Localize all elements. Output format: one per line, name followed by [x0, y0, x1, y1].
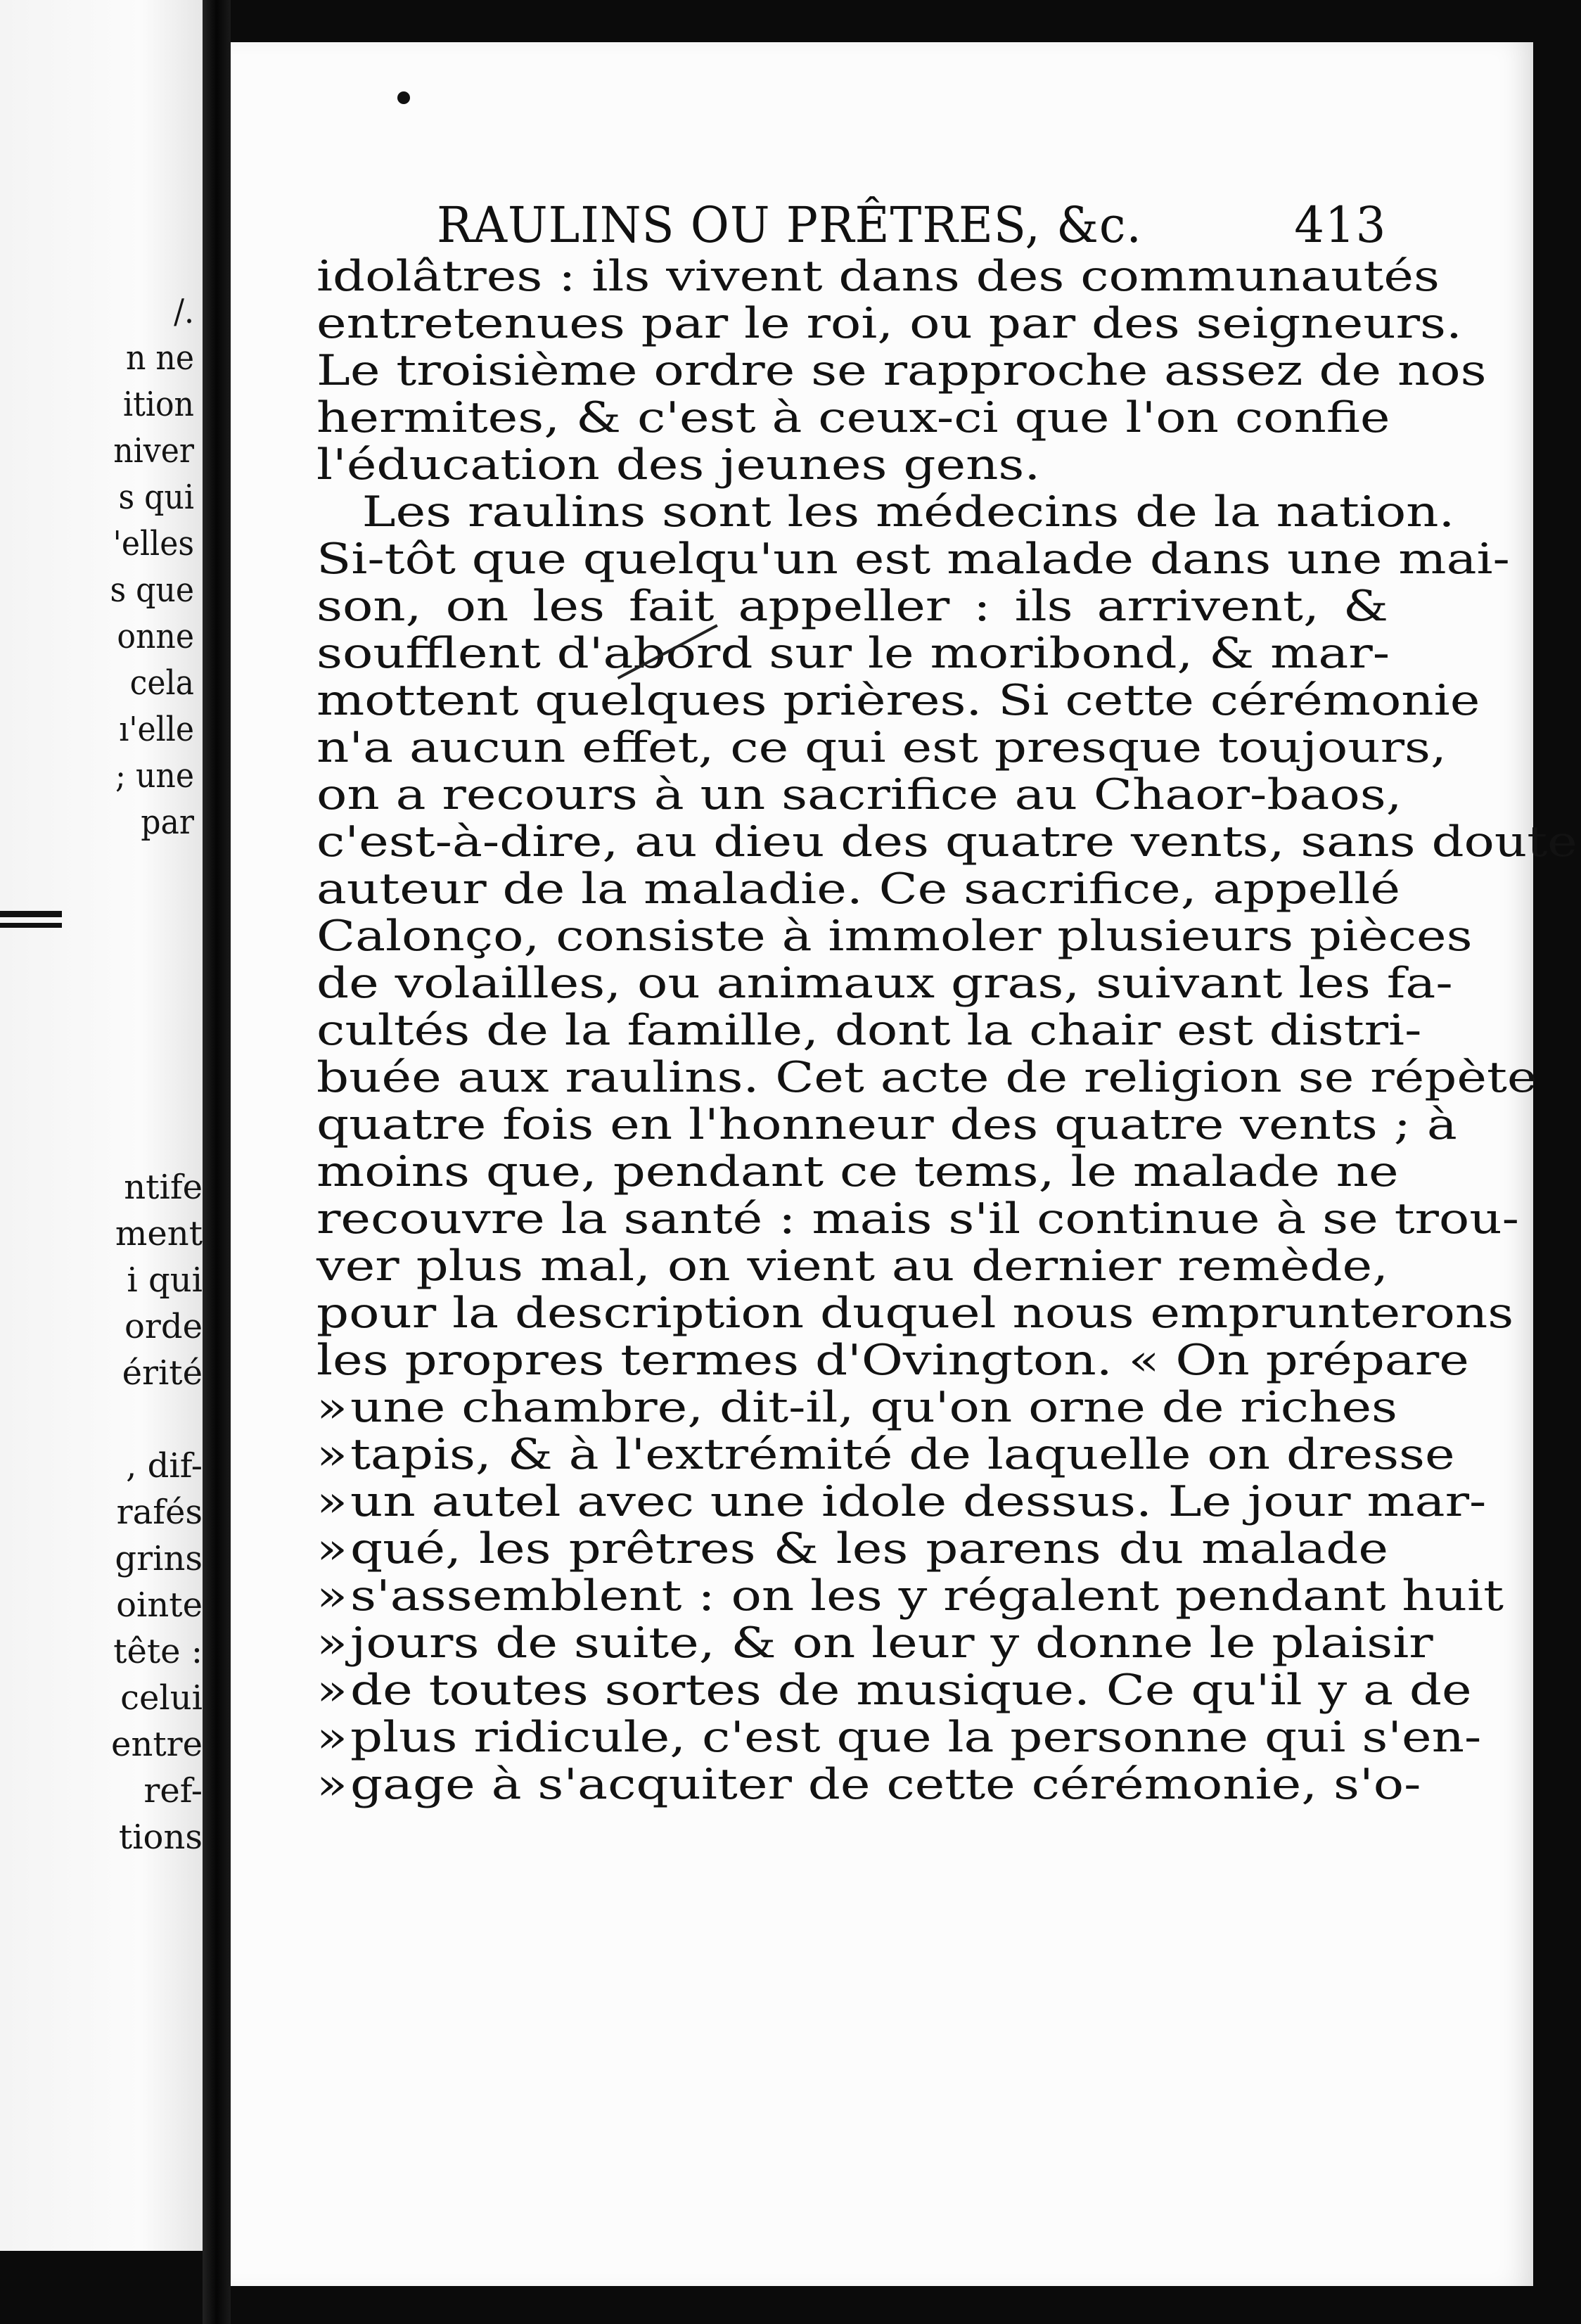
- text-line: [316, 1571, 1504, 1621]
- text-line-content: tapis, & à l'extrémité de laquelle on dresse: [350, 1430, 1455, 1479]
- text-line: idolâtres : ils vivent dans des communautés: [316, 252, 1440, 301]
- text-line: n'a aucun effet, ce qui est presque toujours,: [316, 723, 1447, 772]
- text-line: on a recours à un sacrifice au Chaor-baos,: [316, 770, 1402, 819]
- left-page-line: [0, 1396, 203, 1443]
- text-line: soufflent d'abord sur le moribond, & mar-: [316, 629, 1390, 678]
- left-page-line: ntife: [124, 1168, 203, 1207]
- text-line: [316, 1713, 1482, 1762]
- text-line-content: de toutes sortes de musique. Ce qu'il y a de: [350, 1666, 1472, 1715]
- text-line: entretenues par le roi, ou par des seigneurs.: [316, 299, 1462, 348]
- text-line: son, on les fait appeller : ils arrivent, &: [316, 582, 1388, 631]
- quote-mark: »: [316, 1383, 348, 1432]
- quote-mark: »: [316, 1430, 348, 1479]
- running-header: [437, 193, 1406, 257]
- text-line-content: une chambre, dit-il, qu'on orne de riches: [350, 1383, 1398, 1432]
- text-line: hermites, & c'est à ceux-ci que l'on confie: [316, 393, 1390, 442]
- left-page-line: n ne: [125, 338, 194, 378]
- left-page-line: /.: [174, 292, 194, 331]
- left-page-line: , dif-: [126, 1446, 203, 1486]
- left-page-line: ointe: [116, 1585, 203, 1625]
- text-line-content: s'assemblent : on les y régalent pendant huit: [350, 1571, 1504, 1621]
- quote-mark: »: [316, 1477, 348, 1526]
- left-page-line: ; une: [115, 756, 194, 796]
- text-line: cultés de la famille, dont la chair est distri-: [316, 1006, 1422, 1055]
- text-line-content: gage à s'acquiter de cette cérémonie, s'o-: [350, 1760, 1421, 1809]
- text-line: c'est-à-dire, au dieu des quatre vents, sans doute: [316, 817, 1577, 867]
- left-page-line: 'elles: [113, 524, 194, 563]
- text-line: auteur de la maladie. Ce sacrifice, appellé: [316, 864, 1400, 914]
- left-page-line: par: [141, 803, 194, 842]
- left-page-line: onne: [117, 617, 194, 656]
- body-text: [316, 252, 1577, 1809]
- text-line: recouvre la santé : mais s'il continue à se trou-: [316, 1194, 1519, 1244]
- text-line: pour la description duquel nous emprunterons: [316, 1289, 1514, 1338]
- left-page-line: orde: [124, 1307, 203, 1346]
- left-page-line: celui: [120, 1678, 203, 1718]
- left-page-line: s que: [110, 570, 194, 610]
- left-page-line: ı'elle: [119, 710, 194, 749]
- text-line: Calonço, consiste à immoler plusieurs pièces: [316, 912, 1473, 961]
- text-line: [316, 1760, 1421, 1809]
- quote-mark: »: [316, 1571, 348, 1621]
- quote-mark: »: [316, 1760, 348, 1809]
- left-facing-page: [0, 0, 203, 2251]
- left-page-line: tête :: [113, 1632, 203, 1671]
- text-line-content: un autel avec une idole dessus. Le jour mar-: [350, 1477, 1487, 1526]
- text-line: [316, 1618, 1433, 1668]
- text-line: Si-tôt que quelqu'un est malade dans une mai-: [316, 535, 1510, 584]
- text-line: buée aux raulins. Cet acte de religion se répète: [316, 1053, 1537, 1102]
- running-head-title: RAULINS OU PRÊTRES, &c.: [437, 196, 1142, 254]
- right-page: [231, 42, 1577, 2286]
- quote-mark: »: [316, 1618, 348, 1668]
- left-page-text-bottom: [0, 1164, 203, 1860]
- left-page-double-rule: [0, 911, 62, 928]
- left-page-line: niver: [113, 431, 194, 471]
- quote-mark: »: [316, 1713, 348, 1762]
- text-line: [316, 1526, 1388, 1573]
- quote-mark: »: [316, 1524, 348, 1573]
- text-line: mottent quelques prières. Si cette cérémonie: [316, 676, 1480, 725]
- text-line-content: plus ridicule, c'est que la personne qui s'en-: [350, 1713, 1482, 1762]
- text-line: Les raulins sont les médecins de la nation.: [361, 487, 1455, 537]
- text-line: [316, 1477, 1487, 1526]
- book-gutter: [203, 0, 231, 2324]
- left-page-line: cela: [129, 663, 194, 703]
- text-line: moins que, pendant ce tems, le malade ne: [316, 1147, 1399, 1196]
- text-line-content: qué, les prêtres & les parens du malade: [350, 1524, 1388, 1573]
- text-line: l'éducation des jeunes gens.: [316, 440, 1041, 490]
- left-page-text-top: [0, 288, 194, 845]
- text-line-content: jours de suite, & on leur y donne le plaisir: [350, 1618, 1433, 1668]
- text-line: les propres termes d'Ovington. « On prépare: [316, 1336, 1469, 1385]
- page-number: 413: [1294, 196, 1387, 254]
- text-line: Le troisième ordre se rapproche assez de nos: [316, 346, 1487, 395]
- text-line: [316, 1383, 1398, 1432]
- left-page-line: i qui: [127, 1260, 203, 1300]
- left-page-line: ref-: [143, 1771, 203, 1811]
- left-page-line: tions: [118, 1818, 203, 1857]
- text-line: [316, 1666, 1472, 1715]
- left-page-line: grins: [115, 1539, 203, 1578]
- left-page-line: érité: [122, 1353, 203, 1393]
- left-page-line: ition: [122, 385, 194, 424]
- text-line: de volailles, ou animaux gras, suivant les fa-: [316, 959, 1453, 1008]
- left-page-line: entre: [111, 1725, 203, 1764]
- left-page-line: ment: [115, 1214, 203, 1253]
- left-page-line: rafés: [116, 1493, 203, 1532]
- ink-dot: [397, 91, 410, 104]
- text-line: ver plus mal, on vient au dernier remède,: [316, 1241, 1388, 1291]
- text-line: quatre fois en l'honneur des quatre vents ; à: [316, 1100, 1457, 1149]
- left-page-line: s qui: [118, 478, 194, 517]
- text-line: [316, 1430, 1455, 1479]
- quote-mark: »: [316, 1666, 348, 1715]
